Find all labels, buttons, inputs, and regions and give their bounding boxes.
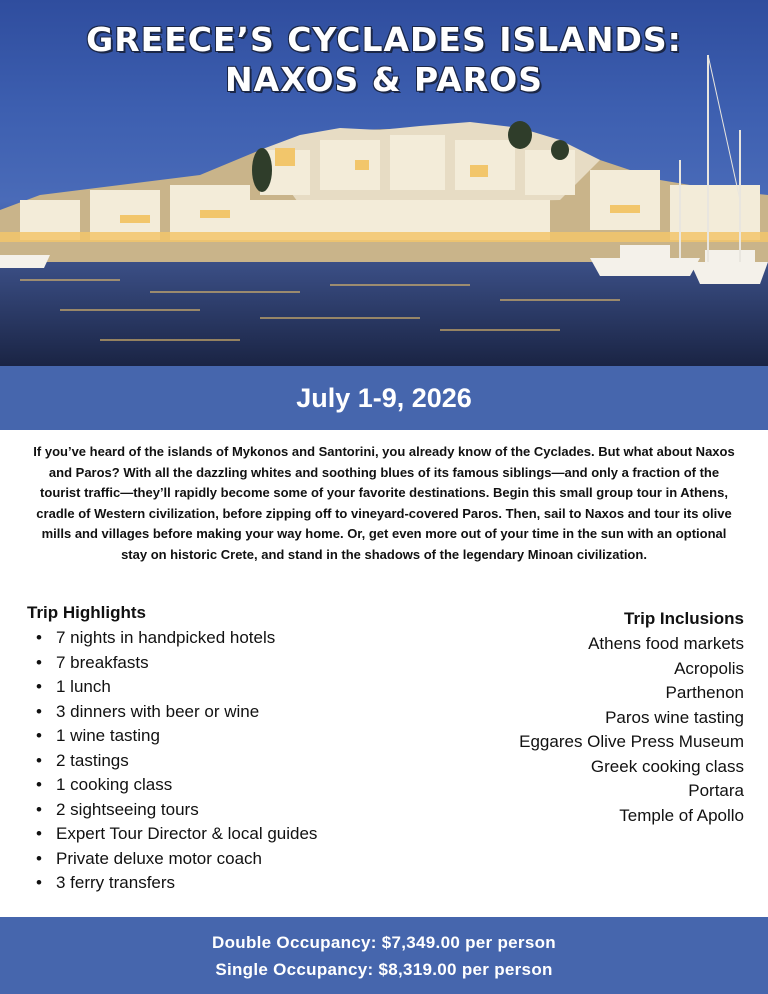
list-item: • 7 breakfasts — [36, 651, 317, 676]
list-item: Eggares Olive Press Museum — [519, 732, 744, 751]
trip-dates: July 1-9, 2026 — [296, 382, 472, 413]
list-item: • 1 wine tasting — [36, 724, 317, 749]
hero-image — [0, 0, 768, 366]
list-item: Portara — [688, 781, 744, 800]
intro-paragraph: If you’ve heard of the islands of Mykonos and Santorini, you already know of the Cyclades. But what about Naxos and Paros? With all the dazzling whites and soothing blues of its famous siblings—and only a fraction of the tourist traffic—they’ll rapidly become some of your favorite destinations. Begin this small group tour in Athens, cradle of Western civilization, before zipping off to vineyard-covered Paros. Then, sail to Naxos and tour its olive mills and villages before making your way home. Or, get even more out of your time in the sun with an optional stay on historic Crete, and stand in the shadows of the legendary Minoan civilization. — [33, 444, 735, 562]
list-item: • 2 tastings — [36, 749, 317, 774]
single-occupancy-price: Single Occupancy: $8,319.00 per person — [215, 960, 553, 979]
list-item: • Private deluxe motor coach — [36, 847, 317, 872]
highlights-list — [36, 626, 317, 896]
inclusions-list — [519, 632, 744, 828]
list-item: • 3 ferry transfers — [36, 871, 317, 896]
double-occupancy-price: Double Occupancy: $7,349.00 per person — [212, 933, 556, 952]
list-item: Athens food markets — [588, 634, 744, 653]
list-item: Paros wine tasting — [605, 707, 744, 727]
list-item: • 2 sightseeing tours — [36, 798, 317, 823]
list-item: Greek cooking class — [590, 756, 744, 776]
list-item: • 1 lunch — [36, 675, 317, 700]
title-line-1: GREECE’S CYCLADES ISLANDS: — [86, 20, 682, 59]
date-banner — [0, 366, 768, 430]
highlights-heading: Trip Highlights — [27, 603, 146, 622]
list-item: Parthenon — [665, 683, 744, 702]
list-item: • 3 dinners with beer or wine — [36, 700, 317, 725]
inclusions-heading: Trip Inclusions — [624, 609, 744, 628]
list-item: Acropolis — [674, 658, 744, 678]
list-item: • 7 nights in handpicked hotels — [36, 626, 317, 651]
title-line-2: NAXOS & PAROS — [225, 60, 543, 99]
list-item: • Expert Tour Director & local guides — [36, 822, 317, 847]
pricing-banner — [0, 917, 768, 994]
list-item: Temple of Apollo — [619, 805, 744, 825]
page-title — [0, 20, 768, 100]
list-item: • 1 cooking class — [36, 773, 317, 798]
